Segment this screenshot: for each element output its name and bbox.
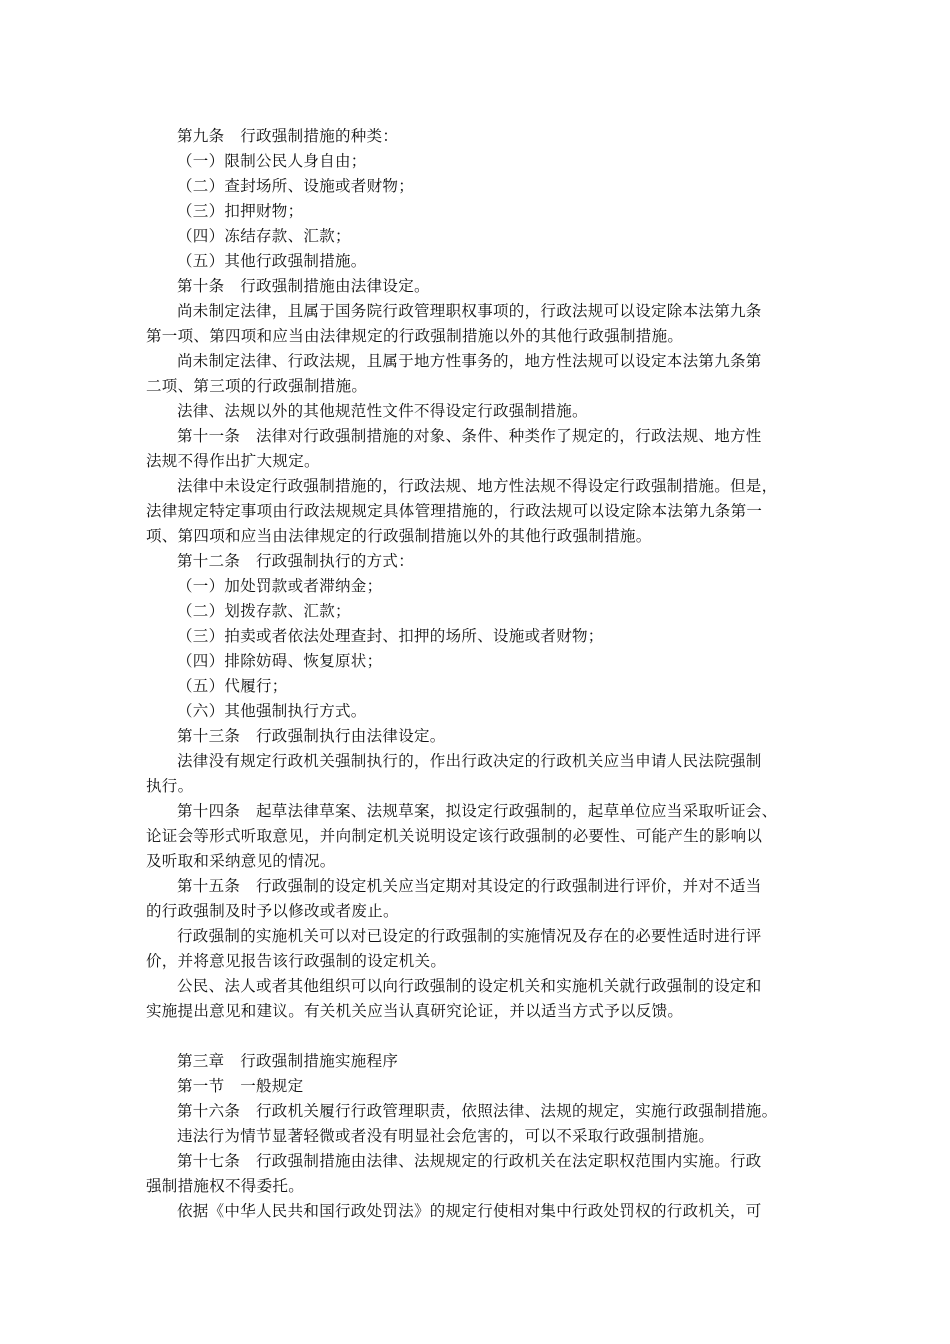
- text-line: 第十二条 行政强制执行的方式：: [177, 552, 415, 570]
- text-line: 二项、第三项的行政强制措施。: [146, 377, 368, 395]
- text-line: （四）排除妨碍、恢复原状；: [177, 652, 383, 670]
- text-line: （六）其他强制执行方式。: [177, 702, 367, 720]
- text-line: 法律规定特定事项由行政法规规定具体管理措施的，行政法规可以设定除本法第九条第一: [146, 502, 763, 520]
- text-line: 的行政强制及时予以修改或者废止。: [146, 902, 399, 920]
- text-line: （三）拍卖或者依法处理查封、扣押的场所、设施或者财物；: [177, 627, 604, 645]
- text-line: 尚未制定法律、行政法规，且属于地方性事务的，地方性法规可以设定本法第九条第: [177, 352, 762, 370]
- text-line: 第十一条 法律对行政强制措施的对象、条件、种类作了规定的，行政法规、地方性: [177, 427, 762, 445]
- text-line: 第一节 一般规定: [177, 1077, 304, 1095]
- text-line: 法律没有规定行政机关强制执行的，作出行政决定的行政机关应当申请人民法院强制: [177, 752, 762, 770]
- text-line: 法规不得作出扩大规定。: [146, 452, 320, 470]
- text-line: 价，并将意见报告该行政强制的设定机关。: [146, 952, 447, 970]
- text-line: （三）扣押财物；: [177, 202, 304, 220]
- text-line: 第九条 行政强制措施的种类：: [177, 127, 399, 145]
- text-line: 及听取和采纳意见的情况。: [146, 852, 336, 870]
- text-line: 尚未制定法律，且属于国务院行政管理职权事项的，行政法规可以设定除本法第九条: [177, 302, 762, 320]
- text-line: 第一项、第四项和应当由法律规定的行政强制措施以外的其他行政强制措施。: [146, 327, 684, 345]
- text-line: 第十七条 行政强制措施由法律、法规规定的行政机关在法定职权范围内实施。行政: [177, 1152, 762, 1170]
- text-line: （一）加处罚款或者滞纳金；: [177, 577, 383, 595]
- text-line: 论证会等形式听取意见，并向制定机关说明设定该行政强制的必要性、可能产生的影响以: [146, 827, 763, 845]
- document-body: [146, 124, 812, 1224]
- text-line: 第十四条 起草法律草案、法规草案，拟设定行政强制的，起草单位应当采取听证会、: [177, 802, 778, 820]
- text-line: （四）冻结存款、汇款；: [177, 227, 351, 245]
- text-line: 第十三条 行政强制执行由法律设定。: [177, 727, 446, 745]
- text-line: 第十条 行政强制措施由法律设定。: [177, 277, 430, 295]
- text-line: 依据《中华人民共和国行政处罚法》的规定行使相对集中行政处罚权的行政机关，可: [177, 1202, 762, 1220]
- text-line: 法律中未设定行政强制措施的，行政法规、地方性法规不得设定行政强制措施。但是，: [177, 477, 778, 495]
- text-line: （二）查封场所、设施或者财物；: [177, 177, 415, 195]
- text-line: 违法行为情节显著轻微或者没有明显社会危害的，可以不采取行政强制措施。: [177, 1127, 715, 1145]
- text-line: （二）划拨存款、汇款；: [177, 602, 351, 620]
- text-line: 行政强制的实施机关可以对已设定的行政强制的实施情况及存在的必要性适时进行评: [177, 927, 762, 945]
- text-line: 第十六条 行政机关履行行政管理职责，依照法律、法规的规定，实施行政强制措施。: [177, 1102, 778, 1120]
- text-line: （一）限制公民人身自由；: [177, 152, 367, 170]
- text-line: （五）代履行；: [177, 677, 288, 695]
- text-line: 第三章 行政强制措施实施程序: [177, 1052, 399, 1070]
- text-line: 强制措施权不得委托。: [146, 1177, 305, 1195]
- text-line: （五）其他行政强制措施。: [177, 252, 367, 270]
- text-line: 公民、法人或者其他组织可以向行政强制的设定机关和实施机关就行政强制的设定和: [177, 977, 762, 995]
- text-line: 项、第四项和应当由法律规定的行政强制措施以外的其他行政强制措施。: [146, 527, 652, 545]
- text-line: 法律、法规以外的其他规范性文件不得设定行政强制措施。: [177, 402, 588, 420]
- blank-line: [146, 1024, 812, 1049]
- text-line: 实施提出意见和建议。有关机关应当认真研究论证，并以适当方式予以反馈。: [146, 1002, 684, 1020]
- text-line: 第十五条 行政强制的设定机关应当定期对其设定的行政强制进行评价，并对不适当: [177, 877, 762, 895]
- text-line: 执行。: [146, 777, 194, 795]
